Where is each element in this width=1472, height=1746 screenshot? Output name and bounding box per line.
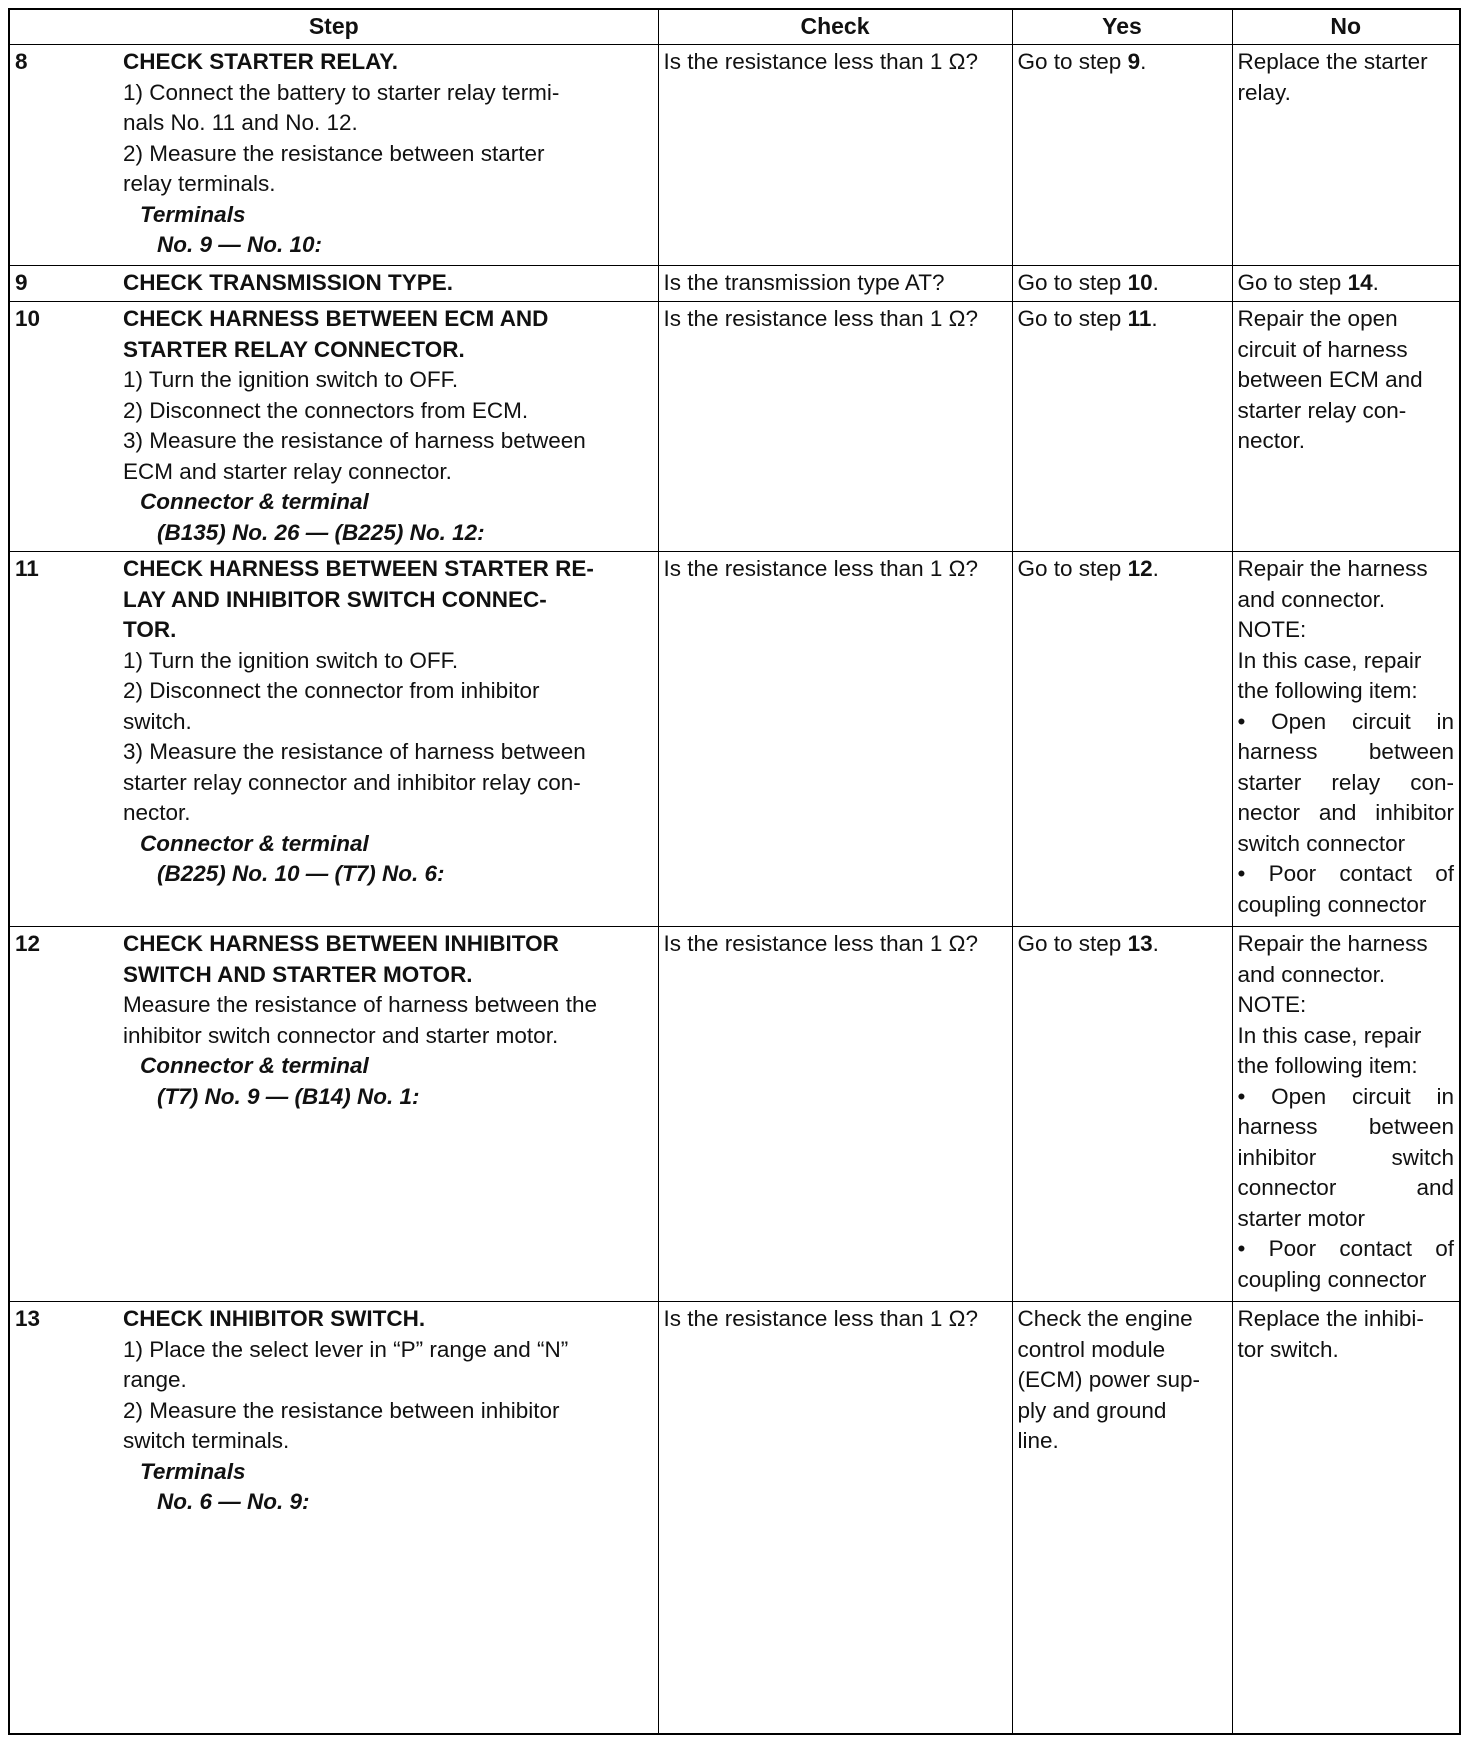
step-title: CHECK INHIBITOR SWITCH. bbox=[123, 1306, 426, 1331]
step-title: CHECK HARNESS BETWEEN ECM AND bbox=[123, 306, 549, 331]
no-line: Repair the harness bbox=[1237, 556, 1428, 581]
header-check: Check bbox=[658, 9, 1012, 45]
no-suffix: . bbox=[1372, 270, 1379, 295]
note-line: harness between bbox=[1237, 1114, 1454, 1139]
header-yes: Yes bbox=[1012, 9, 1232, 45]
table-row bbox=[9, 552, 1460, 927]
spec-label: Terminals bbox=[140, 201, 246, 227]
no-cell bbox=[1232, 302, 1460, 552]
no-line: starter relay con- bbox=[1237, 397, 1407, 423]
no-line: between ECM and bbox=[1237, 367, 1423, 392]
yes-line: Check the engine bbox=[1017, 1306, 1193, 1331]
step-number: 10 bbox=[15, 306, 41, 331]
table-row bbox=[9, 1302, 1460, 1734]
step-cell bbox=[9, 1302, 658, 1734]
step-title: TOR. bbox=[123, 617, 177, 642]
step-instruction: starter relay connector and inhibitor relay con- bbox=[123, 769, 581, 795]
yes-suffix: . bbox=[1152, 931, 1159, 956]
no-line: nector. bbox=[1237, 428, 1306, 453]
note-line: In this case, repair bbox=[1237, 647, 1422, 673]
step-instruction: 2) Measure the resistance between starter bbox=[123, 140, 545, 166]
step-instruction: switch. bbox=[123, 708, 192, 734]
step-number: 11 bbox=[15, 556, 39, 581]
note-label: NOTE: bbox=[1237, 992, 1307, 1017]
spec-value: (B225) No. 10 — (T7) No. 6: bbox=[157, 861, 445, 886]
yes-prefix: Go to step bbox=[1017, 931, 1128, 956]
step-instruction: ECM and starter relay connector. bbox=[123, 458, 452, 484]
step-instruction: 1) Turn the ignition switch to OFF. bbox=[123, 367, 459, 392]
step-instruction: inhibitor switch connector and starter motor. bbox=[123, 1022, 559, 1048]
diagnostic-table bbox=[8, 8, 1461, 1735]
spec-value: No. 6 — No. 9: bbox=[157, 1489, 310, 1514]
check-cell: Is the resistance less than 1 Ω? bbox=[658, 1302, 1012, 1734]
yes-suffix: . bbox=[1151, 306, 1158, 331]
yes-prefix: Go to step bbox=[1017, 556, 1128, 581]
no-line: and connector. bbox=[1237, 961, 1386, 987]
spec-value: (B135) No. 26 — (B225) No. 12: bbox=[157, 519, 485, 545]
check-cell: Is the resistance less than 1 Ω? bbox=[658, 45, 1012, 266]
step-title: CHECK HARNESS BETWEEN INHIBITOR bbox=[123, 931, 559, 956]
note-line: starter relay con- bbox=[1237, 769, 1454, 795]
step-number: 13 bbox=[15, 1306, 41, 1331]
step-instruction: nals No. 11 and No. 12. bbox=[123, 110, 358, 135]
yes-cell bbox=[1012, 1302, 1232, 1734]
check-cell: Is the resistance less than 1 Ω? bbox=[658, 302, 1012, 552]
header-step: Step bbox=[9, 9, 658, 45]
step-instruction: 3) Measure the resistance of harness between bbox=[123, 739, 586, 764]
table-row bbox=[9, 266, 1460, 302]
step-number: 12 bbox=[15, 931, 41, 956]
header-no: No bbox=[1232, 9, 1460, 45]
yes-cell bbox=[1012, 302, 1232, 552]
note-line: • Poor contact of bbox=[1237, 1236, 1454, 1261]
no-cell bbox=[1232, 1302, 1460, 1734]
step-instruction: 3) Measure the resistance of harness between bbox=[123, 428, 586, 453]
no-line: Repair the harness bbox=[1237, 931, 1428, 956]
yes-prefix: Go to step bbox=[1017, 270, 1128, 295]
note-line: the following item: bbox=[1237, 678, 1418, 703]
no-cell bbox=[1232, 552, 1460, 927]
note-line: In this case, repair bbox=[1237, 1022, 1422, 1048]
yes-step-number: 10 bbox=[1127, 270, 1153, 295]
note-line: starter motor bbox=[1237, 1205, 1366, 1231]
check-cell: Is the resistance less than 1 Ω? bbox=[658, 552, 1012, 927]
step-instruction: 1) Connect the battery to starter relay termi- bbox=[123, 79, 560, 105]
step-instruction: switch terminals. bbox=[123, 1428, 290, 1453]
step-instruction: 1) Place the select lever in “P” range and “N” bbox=[123, 1336, 569, 1362]
no-cell bbox=[1232, 45, 1460, 266]
step-instruction: 2) Disconnect the connector from inhibitor bbox=[123, 678, 540, 703]
step-instruction: range. bbox=[123, 1367, 187, 1392]
step-title: CHECK STARTER RELAY. bbox=[123, 49, 399, 74]
yes-line: (ECM) power sup- bbox=[1017, 1367, 1201, 1392]
note-line: inhibitor switch bbox=[1237, 1144, 1454, 1170]
yes-line: control module bbox=[1017, 1336, 1166, 1362]
spec-label: Connector & terminal bbox=[140, 1053, 369, 1078]
note-line: • Open circuit in bbox=[1237, 708, 1454, 734]
yes-step-number: 13 bbox=[1127, 931, 1153, 956]
yes-step-number: 11 bbox=[1127, 306, 1152, 331]
no-line: and connector. bbox=[1237, 586, 1386, 612]
spec-label: Connector & terminal bbox=[140, 830, 369, 856]
step-cell bbox=[9, 302, 658, 552]
note-label: NOTE: bbox=[1237, 617, 1307, 642]
step-title: CHECK TRANSMISSION TYPE. bbox=[123, 270, 454, 295]
spec-value: No. 9 — No. 10: bbox=[157, 232, 323, 257]
step-instruction: nector. bbox=[123, 800, 191, 825]
no-line: Replace the inhibi- bbox=[1237, 1306, 1424, 1331]
yes-prefix: Go to step bbox=[1017, 306, 1128, 331]
yes-step-number: 9 bbox=[1127, 49, 1141, 74]
no-line: relay. bbox=[1237, 79, 1291, 105]
no-line: Repair the open bbox=[1237, 306, 1398, 331]
check-cell: Is the resistance less than 1 Ω? bbox=[658, 927, 1012, 1302]
step-title: LAY AND INHIBITOR SWITCH CONNEC- bbox=[123, 586, 547, 612]
yes-line: line. bbox=[1017, 1428, 1059, 1453]
yes-cell bbox=[1012, 927, 1232, 1302]
step-instruction: 1) Turn the ignition switch to OFF. bbox=[123, 647, 459, 673]
no-line: tor switch. bbox=[1237, 1336, 1339, 1362]
no-line: circuit of harness bbox=[1237, 336, 1408, 362]
yes-step-number: 12 bbox=[1127, 556, 1153, 581]
note-line: switch connector bbox=[1237, 830, 1406, 856]
no-cell bbox=[1232, 266, 1460, 302]
step-title: CHECK HARNESS BETWEEN STARTER RE- bbox=[123, 556, 594, 581]
table-row bbox=[9, 302, 1460, 552]
step-title: STARTER RELAY CONNECTOR. bbox=[123, 336, 465, 362]
spec-label: Connector & terminal bbox=[140, 489, 369, 514]
spec-value: (T7) No. 9 — (B14) No. 1: bbox=[157, 1083, 420, 1109]
no-step-number: 14 bbox=[1347, 270, 1373, 295]
no-prefix: Go to step bbox=[1237, 270, 1348, 295]
step-cell bbox=[9, 45, 658, 266]
check-cell: Is the transmission type AT? bbox=[658, 266, 1012, 302]
table-row bbox=[9, 927, 1460, 1302]
no-line: Replace the starter bbox=[1237, 49, 1428, 74]
note-line: the following item: bbox=[1237, 1053, 1418, 1078]
spec-label: Terminals bbox=[140, 1458, 246, 1484]
step-cell bbox=[9, 266, 658, 302]
note-line: harness between bbox=[1237, 739, 1454, 764]
step-instruction: relay terminals. bbox=[123, 171, 276, 196]
yes-suffix: . bbox=[1140, 49, 1147, 74]
step-instruction: Measure the resistance of harness between the bbox=[123, 992, 598, 1017]
step-title: SWITCH AND STARTER MOTOR. bbox=[123, 961, 473, 987]
step-cell bbox=[9, 552, 658, 927]
yes-cell bbox=[1012, 266, 1232, 302]
step-number: 8 bbox=[15, 49, 28, 74]
yes-line: ply and ground bbox=[1017, 1397, 1167, 1423]
yes-prefix: Go to step bbox=[1017, 49, 1128, 74]
step-instruction: 2) Measure the resistance between inhibitor bbox=[123, 1397, 560, 1423]
note-line: nector and inhibitor bbox=[1237, 800, 1454, 825]
step-instruction: 2) Disconnect the connectors from ECM. bbox=[123, 397, 529, 423]
note-line: coupling connector bbox=[1237, 1266, 1427, 1292]
step-number: 9 bbox=[15, 270, 28, 295]
yes-cell bbox=[1012, 45, 1232, 266]
note-line: coupling connector bbox=[1237, 891, 1427, 917]
yes-suffix: . bbox=[1152, 270, 1159, 295]
table-header-row bbox=[9, 9, 1460, 45]
no-cell bbox=[1232, 927, 1460, 1302]
note-line: connector and bbox=[1237, 1175, 1454, 1200]
yes-cell bbox=[1012, 552, 1232, 927]
note-line: • Poor contact of bbox=[1237, 861, 1454, 886]
step-cell bbox=[9, 927, 658, 1302]
note-line: • Open circuit in bbox=[1237, 1083, 1454, 1109]
table-row bbox=[9, 45, 1460, 266]
yes-suffix: . bbox=[1152, 556, 1159, 581]
